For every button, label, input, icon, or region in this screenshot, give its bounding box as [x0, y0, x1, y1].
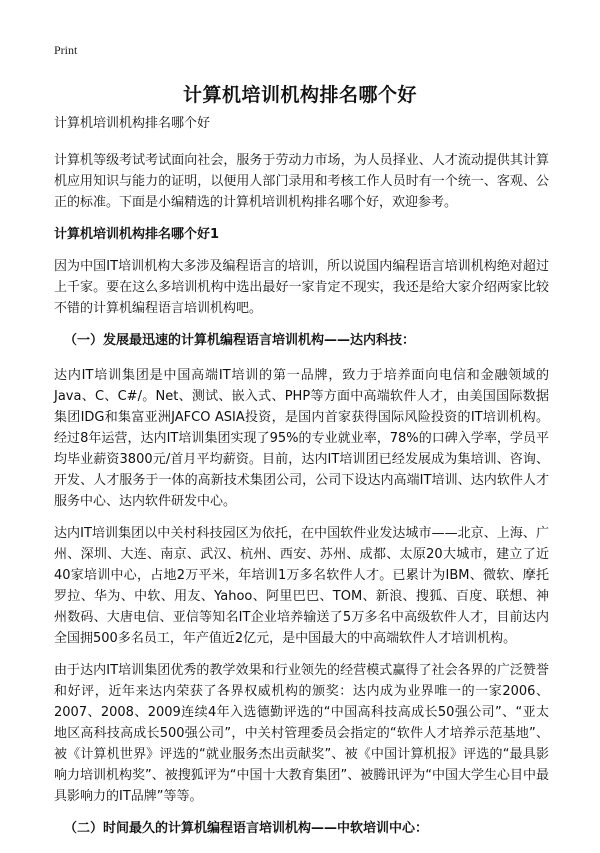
- print-link[interactable]: Print: [54, 43, 78, 57]
- section-heading: 计算机培训机构排名哪个好1: [54, 227, 220, 242]
- article-body: [54, 113, 549, 853]
- intro-paragraph: 计算机等级考试考试面向社会，服务于劳动力市场，为人员择业、人才流动提供其计算机应用知识与能力的证明，以便用人部门录用和考核工作人员时有一个统一、客观、公正的标准。下面是小编精选的计算机培训机构排名哪个好，欢迎参考。: [54, 153, 549, 210]
- tarena-paragraph-2: 达内IT培训集团以中关村科技园区为依托，在中国软件业发达城市——北京、上海、广州、深圳、大连、南京、武汉、杭州、西安、苏州、成都、太原20大城市，建立了近40家培训中心，占地2万平米，年培训1万多名软件人才。已累计为IBM、微软、摩托罗拉、华为、中软、用友、Yahoo、阿里巴巴、TOM、新浪、搜狐、百度、联想、神州数码、大唐电信、亚信等知名IT企业培养输送了5万多名中高级软件人才，目前达内全国拥500多名员工，年产值近2亿元，是中国最大的中高端软件人才培训机构。: [54, 526, 549, 646]
- sub-heading-tarena: （一）发展最迅速的计算机编程语言培训机构——达内科技：: [64, 333, 416, 348]
- tarena-paragraph-1: 达内IT培训集团是中国高端IT培训的第一品牌，致力于培养面向电信和金融领域的Java、C、C#/。Net、测试、嵌入式、PHP等方面中高端软件人才，由美国国际数据集团IDG和集富亚洲JAFCO ASIA投资，是国内首家获得国际风险投资的IT培训机构。经过8年运营，达内IT培训集团实现了95%的专业就业率，78%的口碑入学率，学员平均毕业薪资3800元/首月平均薪资。目前，达内IT培训团已经发展成为集培训、咨询、开发、人才服务于一体的高新技术集团公司，公司下设达内高端IT培训、达内软件人才服务中心、达内软件研发中心。: [54, 368, 549, 509]
- section-paragraph: 因为中国IT培训机构大多涉及编程语言的培训，所以说国内编程语言培训机构绝对超过上千家。要在这么多培训机构中选出最好一家肯定不现实，我还是给大家介绍两家比较不错的计算机编程语言培训机构吧。: [54, 259, 549, 316]
- tarena-paragraph-3: 由于达内IT培训集团优秀的教学效果和行业领先的经营模式赢得了社会各界的广泛赞誉和好评，近年来达内荣获了各界权威机构的颁奖：达内成为业界唯一的一家2006、2007、2008、2009连续4年入选德勤评选的“中国高科技高成长50强公司”、“亚太地区高科技高成长500强公司”，中关村管理委员会指定的“软件人才培养示范基地”、被《计算机世界》评选的“就业服务杰出贡献奖”、被《中国计算机报》评选的“最具影响力培训机构奖”、被搜狐评为“中国十大教育集团”、被腾讯评为“中国大学生心目中最具影响力的IT品牌”等等。: [54, 663, 549, 804]
- page-title: 计算机培训机构排名哪个好: [182, 84, 417, 106]
- sub-heading-chinasoft: （二）时间最久的计算机编程语言培训机构——中软培训中心：: [64, 821, 429, 836]
- article-subtitle: 计算机培训机构排名哪个好: [54, 116, 211, 131]
